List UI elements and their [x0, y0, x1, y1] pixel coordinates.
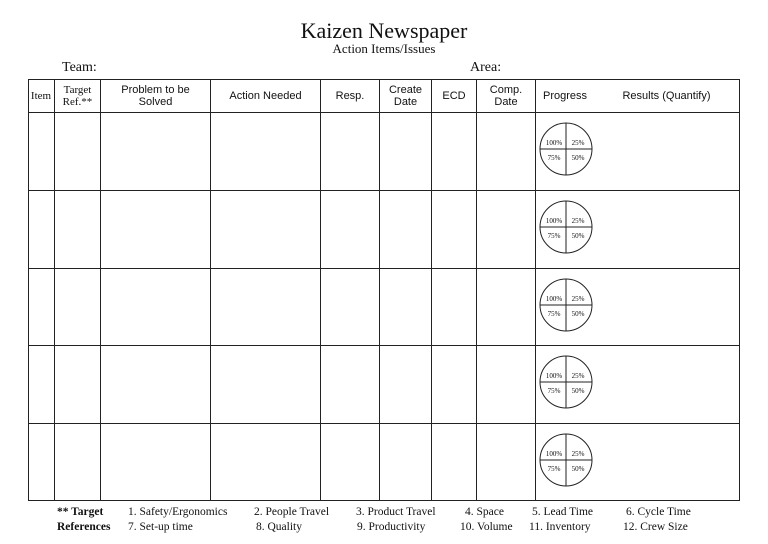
gauge-label: 50%: [571, 154, 585, 162]
gauge-label: 75%: [547, 310, 561, 318]
progress-quarter-gauge: [536, 430, 596, 490]
footer-target-label: ** Target: [57, 506, 104, 518]
gauge-label: 50%: [571, 310, 585, 318]
gauge-label: 75%: [547, 465, 561, 473]
footer-ref-item: 4. Space: [465, 506, 504, 518]
footer-ref-item: 10. Volume: [460, 521, 513, 533]
gauge-label: 50%: [571, 387, 585, 395]
gauge-label: 25%: [571, 295, 585, 303]
footer-ref-item: 3. Product Travel: [356, 506, 436, 518]
footer-ref-item: 7. Set-up time: [128, 521, 193, 533]
col-header-ecd: ECD: [442, 90, 466, 102]
col-header-resp: Resp.: [335, 90, 365, 102]
col-header-target-ref: Target Ref.**: [62, 84, 93, 108]
progress-quarter-gauge: [536, 352, 596, 412]
gauge-label: 50%: [571, 465, 585, 473]
team-label: Team:: [62, 60, 97, 75]
gauge-label: 25%: [571, 450, 585, 458]
page-subtitle: Action Items/Issues: [332, 41, 436, 56]
gauge-label: 100%: [545, 372, 563, 380]
page-title: Kaizen Newspaper: [300, 18, 468, 43]
gauge-label: 100%: [545, 217, 563, 225]
footer-ref-item: 6. Cycle Time: [626, 506, 691, 518]
footer-ref-item: 5. Lead Time: [532, 506, 594, 518]
progress-quarter-gauge: [536, 119, 596, 179]
gauge-label: 50%: [571, 232, 585, 240]
footer-ref-item: 8. Quality: [256, 521, 302, 533]
col-header-create-date: Create Date: [388, 84, 423, 108]
col-header-progress: Progress: [542, 90, 588, 102]
footer-ref-item: 12. Crew Size: [623, 521, 688, 533]
gauge-label: 75%: [547, 232, 561, 240]
col-header-item: Item: [30, 90, 52, 102]
footer-references-label: References: [57, 521, 111, 533]
footer-ref-item: 11. Inventory: [529, 521, 591, 533]
footer-ref-item: 1. Safety/Ergonomics: [128, 506, 228, 518]
area-label: Area:: [470, 60, 502, 75]
gauge-label: 25%: [571, 372, 585, 380]
col-header-comp-date: Comp. Date: [489, 84, 523, 108]
progress-quarter-gauge: [536, 275, 596, 335]
gauge-label: 100%: [545, 450, 563, 458]
progress-quarter-gauge: [536, 197, 596, 257]
gauge-label: 75%: [547, 154, 561, 162]
footer-ref-item: 2. People Travel: [254, 506, 330, 518]
col-header-results: Results (Quantify): [622, 90, 711, 102]
gauge-label: 75%: [547, 387, 561, 395]
gauge-label: 25%: [571, 139, 585, 147]
col-header-problem: Problem to be Solved: [121, 84, 190, 108]
table-border: [29, 80, 740, 501]
col-header-action: Action Needed: [229, 90, 302, 102]
gauge-label: 25%: [571, 217, 585, 225]
gauge-label: 100%: [545, 295, 563, 303]
gauge-label: 100%: [545, 139, 563, 147]
footer-ref-item: 9. Productivity: [357, 521, 426, 533]
